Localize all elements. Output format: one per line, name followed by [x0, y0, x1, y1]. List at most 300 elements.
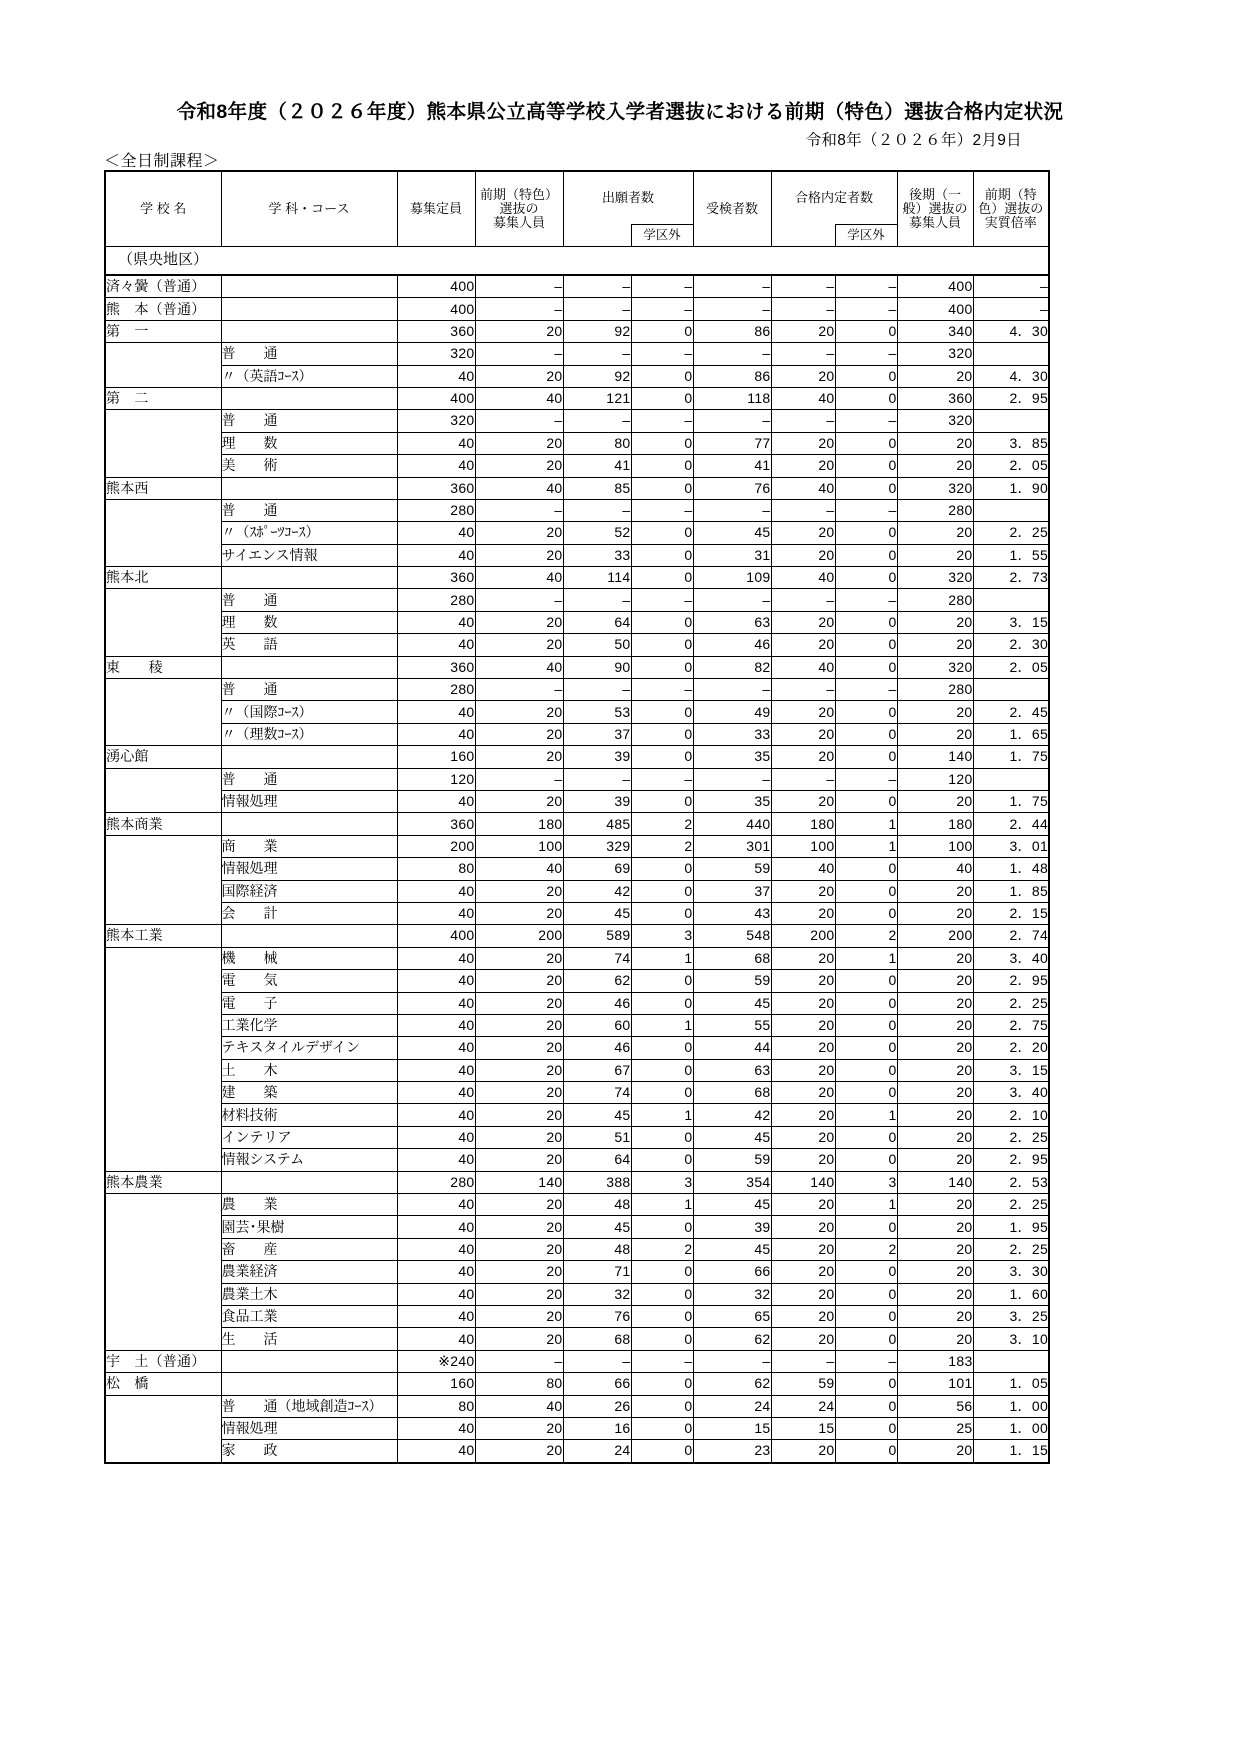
cell-exam: 68 [693, 947, 771, 969]
cell-capacity: 400 [397, 387, 475, 409]
cell-acc-out: 2 [835, 1238, 897, 1260]
cell-app: – [563, 679, 631, 701]
table-row [105, 455, 1049, 477]
cell-course: 〃（英語ｺｰｽ） [221, 365, 397, 387]
cell-early: 20 [475, 432, 563, 454]
cell-later: 25 [897, 1417, 973, 1439]
cell-app-out: 0 [631, 522, 693, 544]
cell-ratio [973, 499, 1049, 521]
cell-app-out: 0 [631, 477, 693, 499]
cell-capacity: 40 [397, 1283, 475, 1305]
cell-course: 工業化学 [221, 1014, 397, 1036]
cell-school [105, 611, 221, 633]
cell-acc-out: – [835, 275, 897, 298]
cell-capacity: 200 [397, 835, 475, 857]
cell-app: 39 [563, 746, 631, 768]
cell-acc: 20 [771, 1014, 835, 1036]
cell-acc: 20 [771, 522, 835, 544]
cell-early: 40 [475, 567, 563, 589]
cell-early: 20 [475, 455, 563, 477]
header-early-quota-line1: 前期（特色） [479, 186, 558, 202]
cell-acc-out: 0 [835, 1283, 897, 1305]
cell-later: 140 [897, 746, 973, 768]
cell-acc: – [771, 298, 835, 320]
header-ratio-line1: 前期（特 [984, 186, 1037, 202]
cell-later: 20 [897, 1328, 973, 1350]
cell-ratio [973, 1350, 1049, 1372]
cell-acc: 40 [771, 656, 835, 678]
cell-early: 20 [475, 320, 563, 342]
cell-course: 国際経済 [221, 880, 397, 902]
cell-acc: 20 [771, 544, 835, 566]
cell-app-out: 0 [631, 1395, 693, 1417]
cell-capacity: 40 [397, 1059, 475, 1081]
cell-acc: – [771, 499, 835, 521]
cell-exam: 55 [693, 1014, 771, 1036]
cell-later: 20 [897, 1126, 973, 1148]
cell-course: 理 数 [221, 611, 397, 633]
cell-later: 20 [897, 701, 973, 723]
cell-ratio [973, 768, 1049, 790]
cell-early: 20 [475, 1216, 563, 1238]
cell-course: 建 築 [221, 1082, 397, 1104]
cell-exam: 109 [693, 567, 771, 589]
cell-acc-out: 0 [835, 1328, 897, 1350]
cell-acc: 20 [771, 723, 835, 745]
cell-later: 20 [897, 1194, 973, 1216]
cell-exam: 59 [693, 970, 771, 992]
cell-acc-out: 0 [835, 1014, 897, 1036]
table-row [105, 858, 1049, 880]
cell-app: 52 [563, 522, 631, 544]
cell-exam: 42 [693, 1104, 771, 1126]
cell-acc-out: 0 [835, 723, 897, 745]
cell-school [105, 1037, 221, 1059]
cell-acc: 40 [771, 567, 835, 589]
cell-acc: 20 [771, 790, 835, 812]
cell-app-out: 0 [631, 1126, 693, 1148]
cell-acc: 180 [771, 813, 835, 835]
cell-early: – [475, 768, 563, 790]
cell-acc-out: 0 [835, 634, 897, 656]
cell-early: 20 [475, 790, 563, 812]
cell-app-out: 0 [631, 746, 693, 768]
cell-early: 20 [475, 1440, 563, 1463]
cell-exam: 41 [693, 455, 771, 477]
cell-capacity: 160 [397, 746, 475, 768]
cell-ratio: 1．05 [973, 1373, 1049, 1395]
cell-app-out: 0 [631, 544, 693, 566]
cell-capacity: 40 [397, 701, 475, 723]
cell-capacity: 160 [397, 1373, 475, 1395]
cell-acc-out: 0 [835, 1395, 897, 1417]
cell-ratio: 1．15 [973, 1440, 1049, 1463]
cell-app: 92 [563, 320, 631, 342]
cell-capacity: 40 [397, 1194, 475, 1216]
cell-app: – [563, 499, 631, 521]
cell-early: 20 [475, 634, 563, 656]
cell-capacity: 40 [397, 723, 475, 745]
cell-app: 45 [563, 902, 631, 924]
cell-ratio: 2．30 [973, 634, 1049, 656]
cell-school: 熊 本（普通） [105, 298, 221, 320]
cell-app-out: – [631, 343, 693, 365]
cell-school [105, 410, 221, 432]
table-row [105, 544, 1049, 566]
cell-acc-out: – [835, 499, 897, 521]
cell-app-out: – [631, 499, 693, 521]
cell-course: 材料技術 [221, 1104, 397, 1126]
cell-course [221, 813, 397, 835]
cell-capacity: 400 [397, 298, 475, 320]
cell-later: 180 [897, 813, 973, 835]
cell-ratio: 1．95 [973, 1216, 1049, 1238]
cell-exam: 301 [693, 835, 771, 857]
cell-school: 第 一 [105, 320, 221, 342]
cell-app: – [563, 589, 631, 611]
cell-acc: 200 [771, 925, 835, 947]
cell-later: 20 [897, 1440, 973, 1463]
cell-acc: 24 [771, 1395, 835, 1417]
cell-ratio [973, 679, 1049, 701]
cell-exam: 37 [693, 880, 771, 902]
cell-acc-out: 0 [835, 1082, 897, 1104]
cell-app: 76 [563, 1305, 631, 1327]
cell-early: 180 [475, 813, 563, 835]
cell-ratio: 2．44 [973, 813, 1049, 835]
cell-capacity: 360 [397, 320, 475, 342]
cell-early: – [475, 589, 563, 611]
cell-later: 20 [897, 634, 973, 656]
cell-app-out: 0 [631, 1261, 693, 1283]
cell-capacity: 360 [397, 477, 475, 499]
cell-acc-out: 2 [835, 925, 897, 947]
cell-exam: 35 [693, 746, 771, 768]
table-row [105, 611, 1049, 633]
cell-app: 42 [563, 880, 631, 902]
cell-course [221, 477, 397, 499]
cell-app-out: – [631, 275, 693, 298]
cell-acc-out: 0 [835, 320, 897, 342]
cell-exam: 76 [693, 477, 771, 499]
cell-acc: 20 [771, 902, 835, 924]
cell-course: 情報処理 [221, 858, 397, 880]
region-header-row [105, 247, 1049, 276]
cell-early: 20 [475, 746, 563, 768]
cell-early: 20 [475, 1261, 563, 1283]
cell-app: 589 [563, 925, 631, 947]
cell-ratio: 2．20 [973, 1037, 1049, 1059]
cell-app-out: 0 [631, 611, 693, 633]
cell-later: 20 [897, 790, 973, 812]
cell-school: 熊本商業 [105, 813, 221, 835]
cell-course [221, 1373, 397, 1395]
cell-acc-out: 0 [835, 656, 897, 678]
cell-exam: 62 [693, 1328, 771, 1350]
cell-early: 20 [475, 544, 563, 566]
cell-acc-out: – [835, 343, 897, 365]
table-row [105, 477, 1049, 499]
cell-acc-out: 1 [835, 947, 897, 969]
cell-ratio: 1．65 [973, 723, 1049, 745]
cell-capacity: 40 [397, 1261, 475, 1283]
header-accepted-outside: 学区外 [835, 225, 897, 247]
cell-early: 40 [475, 477, 563, 499]
cell-school [105, 947, 221, 969]
cell-acc: 20 [771, 947, 835, 969]
cell-school [105, 1305, 221, 1327]
cell-later: 20 [897, 1238, 973, 1260]
header-school: 学 校 名 [105, 171, 221, 247]
table-row [105, 746, 1049, 768]
cell-acc-out: 0 [835, 1059, 897, 1081]
cell-later: 100 [897, 835, 973, 857]
cell-capacity: 80 [397, 858, 475, 880]
cell-exam: 65 [693, 1305, 771, 1327]
cell-exam: 45 [693, 522, 771, 544]
table-row [105, 947, 1049, 969]
cell-app: 85 [563, 477, 631, 499]
cell-app: 26 [563, 1395, 631, 1417]
cell-acc-out: 0 [835, 992, 897, 1014]
cell-acc-out: 0 [835, 544, 897, 566]
cell-app: 64 [563, 1149, 631, 1171]
cell-capacity: 40 [397, 432, 475, 454]
cell-capacity: 40 [397, 1104, 475, 1126]
cell-ratio: 2．73 [973, 567, 1049, 589]
cell-school: 湧心館 [105, 746, 221, 768]
cell-acc-out: 0 [835, 1037, 897, 1059]
cell-acc: 40 [771, 858, 835, 880]
cell-exam: 23 [693, 1440, 771, 1463]
cell-school [105, 1082, 221, 1104]
cell-early: – [475, 275, 563, 298]
cell-capacity: 40 [397, 880, 475, 902]
cell-course: 商 業 [221, 835, 397, 857]
cell-school [105, 902, 221, 924]
cell-app-out: – [631, 768, 693, 790]
cell-app: 39 [563, 790, 631, 812]
cell-early: 20 [475, 1328, 563, 1350]
cell-school [105, 544, 221, 566]
cell-app-out: 3 [631, 925, 693, 947]
cell-capacity: 40 [397, 992, 475, 1014]
table-row [105, 1082, 1049, 1104]
cell-app: 33 [563, 544, 631, 566]
cell-exam: 354 [693, 1171, 771, 1193]
table-row [105, 679, 1049, 701]
header-ratio-line3: 実質倍率 [984, 215, 1037, 231]
table-row [105, 813, 1049, 835]
cell-capacity: 400 [397, 275, 475, 298]
cell-capacity: ※240 [397, 1350, 475, 1372]
table-row [105, 970, 1049, 992]
cell-exam: 32 [693, 1283, 771, 1305]
cell-acc: 20 [771, 365, 835, 387]
cell-later: 400 [897, 275, 973, 298]
header-later-quota-line2: 般）選抜の [902, 200, 968, 216]
header-ratio [973, 171, 1049, 247]
header-ratio-line2: 色）選抜の [978, 200, 1044, 216]
cell-app: – [563, 1350, 631, 1372]
cell-school: 宇 土（普通） [105, 1350, 221, 1372]
cell-acc-out: – [835, 589, 897, 611]
cell-exam: 45 [693, 992, 771, 1014]
cell-early: 40 [475, 656, 563, 678]
table-row [105, 522, 1049, 544]
cell-capacity: 40 [397, 790, 475, 812]
cell-ratio: 3．25 [973, 1305, 1049, 1327]
cell-exam: – [693, 343, 771, 365]
cell-school [105, 880, 221, 902]
cell-capacity: 80 [397, 1395, 475, 1417]
cell-ratio: 1．75 [973, 790, 1049, 812]
cell-ratio: 2．25 [973, 1194, 1049, 1216]
cell-capacity: 40 [397, 1149, 475, 1171]
cell-capacity: 40 [397, 1328, 475, 1350]
table-row [105, 1014, 1049, 1036]
cell-later: 20 [897, 902, 973, 924]
cell-course [221, 387, 397, 409]
cell-acc-out: 0 [835, 1216, 897, 1238]
cell-later: 20 [897, 1216, 973, 1238]
cell-later: 20 [897, 544, 973, 566]
cell-later: 320 [897, 410, 973, 432]
table-row [105, 1261, 1049, 1283]
cell-later: 20 [897, 432, 973, 454]
table-row [105, 1126, 1049, 1148]
cell-later: 120 [897, 768, 973, 790]
cell-ratio: 1．75 [973, 746, 1049, 768]
cell-school [105, 1014, 221, 1036]
cell-app: 48 [563, 1238, 631, 1260]
cell-app-out: 0 [631, 902, 693, 924]
cell-ratio: 1．00 [973, 1395, 1049, 1417]
cell-app: 50 [563, 634, 631, 656]
cell-capacity: 320 [397, 343, 475, 365]
cell-ratio: 2．10 [973, 1104, 1049, 1126]
cell-early: 20 [475, 701, 563, 723]
cell-acc: – [771, 679, 835, 701]
table-row [105, 298, 1049, 320]
cell-acc-out: 0 [835, 611, 897, 633]
cell-app: 64 [563, 611, 631, 633]
cell-app: 46 [563, 992, 631, 1014]
cell-app-out: 1 [631, 1194, 693, 1216]
table-row [105, 634, 1049, 656]
cell-capacity: 280 [397, 679, 475, 701]
cell-early: 40 [475, 1395, 563, 1417]
cell-early: 20 [475, 947, 563, 969]
cell-later: 20 [897, 947, 973, 969]
cell-app-out: 0 [631, 1082, 693, 1104]
cell-acc: 20 [771, 880, 835, 902]
cell-later: 140 [897, 1171, 973, 1193]
cell-later: 183 [897, 1350, 973, 1372]
cell-school [105, 790, 221, 812]
cell-capacity: 360 [397, 813, 475, 835]
cell-exam: 43 [693, 902, 771, 924]
cell-course: 食品工業 [221, 1305, 397, 1327]
header-capacity: 募集定員 [397, 171, 475, 247]
cell-course: 〃（国際ｺｰｽ） [221, 701, 397, 723]
cell-acc-out: 0 [835, 365, 897, 387]
cell-acc: 20 [771, 1328, 835, 1350]
cell-app-out: 1 [631, 947, 693, 969]
cell-school [105, 858, 221, 880]
cell-course: 園芸･果樹 [221, 1216, 397, 1238]
cell-exam: – [693, 589, 771, 611]
cell-early: 20 [475, 1305, 563, 1327]
cell-acc: 40 [771, 387, 835, 409]
cell-acc: 20 [771, 1238, 835, 1260]
cell-course: 普 通 [221, 768, 397, 790]
cell-early: 20 [475, 1059, 563, 1081]
cell-course: テキスタイルデザイン [221, 1037, 397, 1059]
cell-early: 20 [475, 1238, 563, 1260]
cell-ratio: 3．30 [973, 1261, 1049, 1283]
cell-later: 20 [897, 1261, 973, 1283]
cell-app: 485 [563, 813, 631, 835]
table-row [105, 1305, 1049, 1327]
cell-ratio: 2．25 [973, 1126, 1049, 1148]
cell-course [221, 1350, 397, 1372]
cell-course: 普 通 [221, 679, 397, 701]
cell-early: – [475, 343, 563, 365]
cell-acc: 20 [771, 1261, 835, 1283]
cell-later: 320 [897, 343, 973, 365]
cell-exam: 62 [693, 1373, 771, 1395]
cell-school [105, 455, 221, 477]
table-row [105, 656, 1049, 678]
cell-acc-out: 0 [835, 1373, 897, 1395]
cell-ratio: 2．95 [973, 1149, 1049, 1171]
cell-app-out: 0 [631, 1216, 693, 1238]
cell-early: 20 [475, 902, 563, 924]
cell-school: 熊本西 [105, 477, 221, 499]
cell-later: 20 [897, 522, 973, 544]
cell-app: 388 [563, 1171, 631, 1193]
cell-app-out: 0 [631, 992, 693, 1014]
cell-later: 200 [897, 925, 973, 947]
cell-exam: 59 [693, 1149, 771, 1171]
cell-later: 320 [897, 477, 973, 499]
cell-app: – [563, 298, 631, 320]
cell-course: 生 活 [221, 1328, 397, 1350]
cell-ratio [973, 589, 1049, 611]
cell-ratio: 2．75 [973, 1014, 1049, 1036]
cell-acc: 59 [771, 1373, 835, 1395]
table-row [105, 589, 1049, 611]
cell-capacity: 40 [397, 1216, 475, 1238]
cell-capacity: 40 [397, 947, 475, 969]
cell-later: 56 [897, 1395, 973, 1417]
cell-course: 家 政 [221, 1440, 397, 1463]
cell-app-out: 0 [631, 1059, 693, 1081]
cell-app-out: 0 [631, 320, 693, 342]
cell-exam: 63 [693, 1059, 771, 1081]
table-row [105, 1216, 1049, 1238]
cell-app: 45 [563, 1216, 631, 1238]
cell-early: 20 [475, 1283, 563, 1305]
table-row [105, 1059, 1049, 1081]
cell-course: サイエンス情報 [221, 544, 397, 566]
cell-acc: 20 [771, 1037, 835, 1059]
cell-ratio: 1．00 [973, 1417, 1049, 1439]
cell-app: 16 [563, 1417, 631, 1439]
cell-course [221, 925, 397, 947]
cell-acc-out: 0 [835, 1417, 897, 1439]
